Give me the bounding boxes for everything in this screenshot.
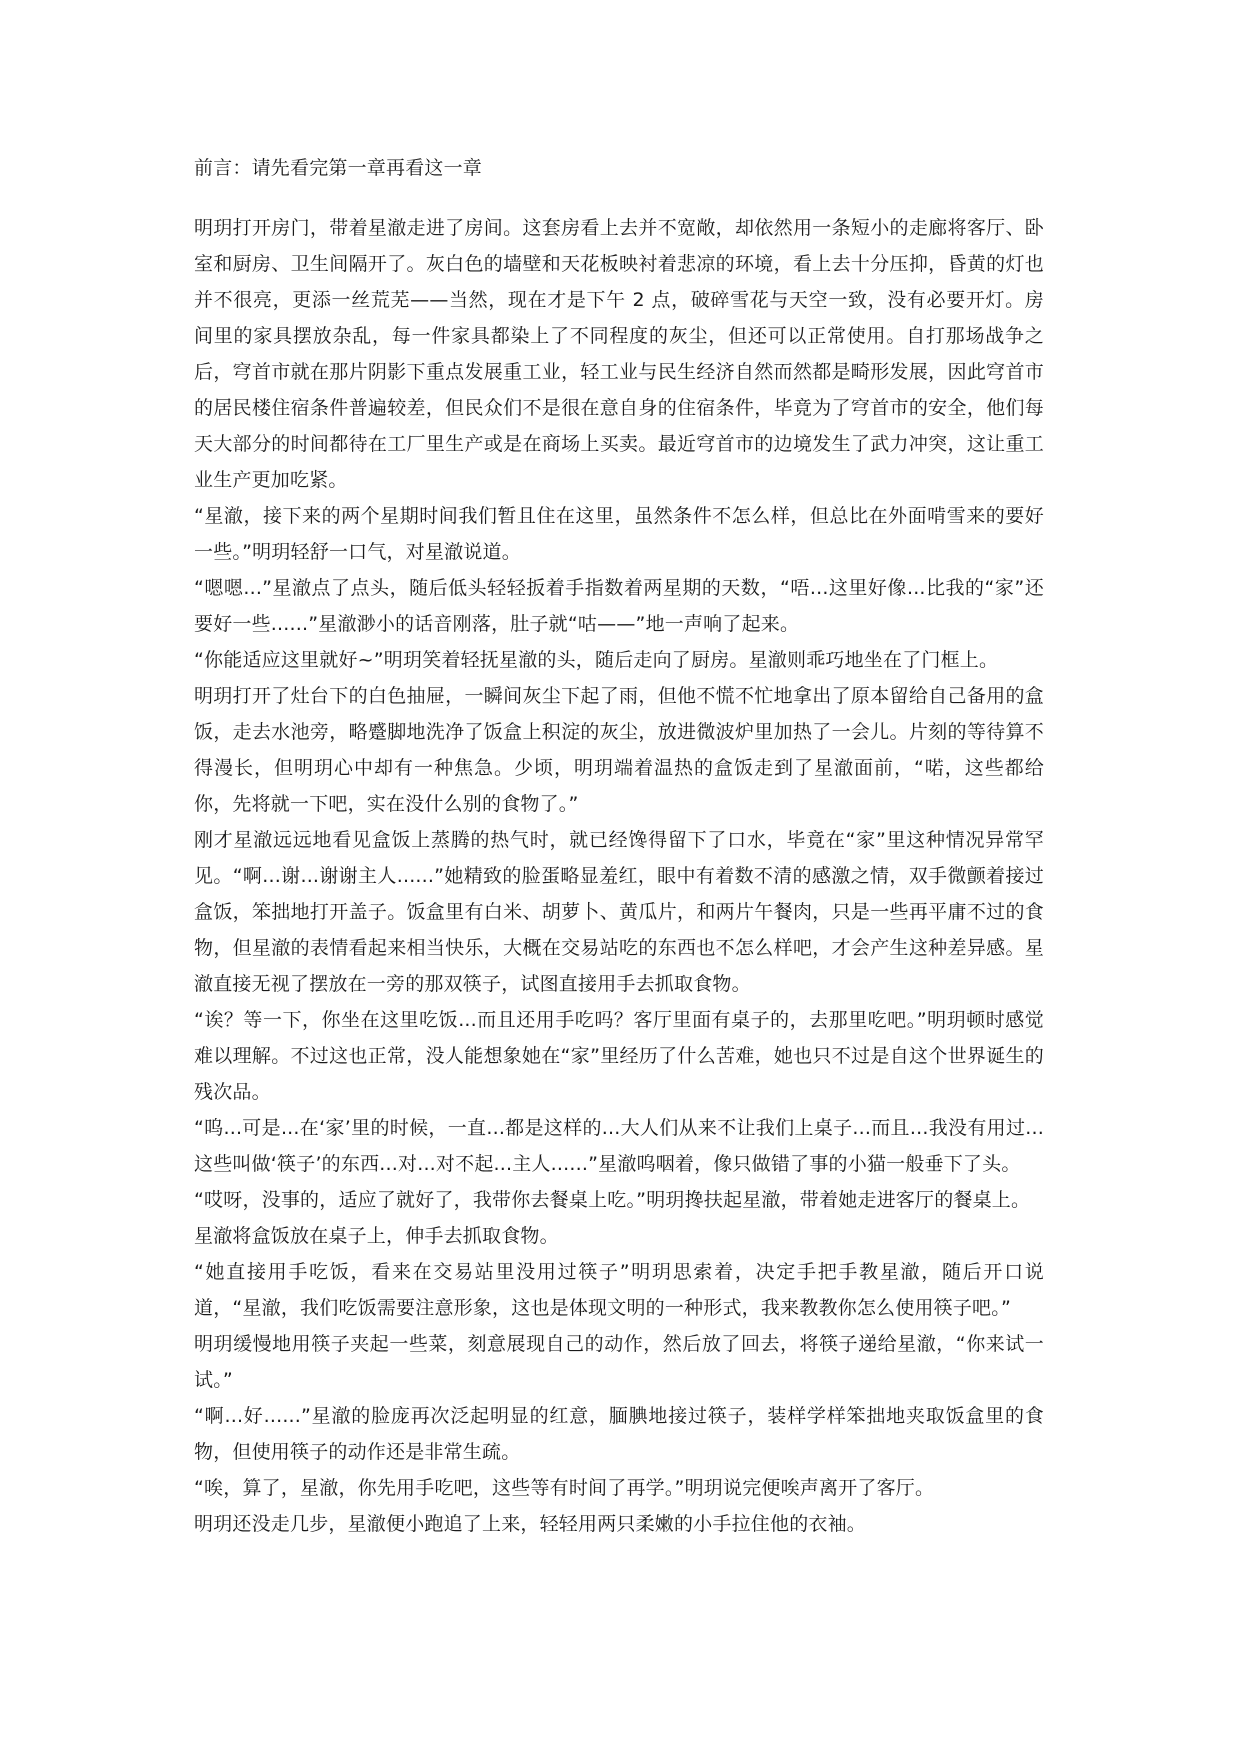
paragraph-15: 明玥还没走几步，星澈便小跑追了上来，轻轻用两只柔嫩的小手拉住他的衣袖。 — [194, 1513, 867, 1535]
paragraph-4: “你能适应这里就好~”明玥笑着轻抚星澈的头，随后走向了厨房。星澈则乖巧地坐在了门框上。 — [194, 649, 999, 671]
paragraph-12: 明玥缓慢地用筷子夹起一些菜，刻意展现自己的动作，然后放了回去，将筷子递给星澈，“你来试一试。” — [194, 1333, 1044, 1391]
paragraph-8: “呜...可是...在‘家’里的时候，一直...都是这样的...大人们从来不让我们上桌子...而且...我没有用过...这些叫做‘筷子’的东西...对...对不起...主人......”星澈呜咽着，像只做错了事的小猫一般垂下了头。 — [194, 1117, 1044, 1175]
paragraph-13: “啊...好......”星澈的脸庞再次泛起明显的红意，腼腆地接过筷子，装样学样笨拙地夹取饭盒里的食物，但使用筷子的动作还是非常生疏。 — [194, 1405, 1044, 1463]
paragraph-7: “诶？等一下，你坐在这里吃饭...而且还用手吃吗？客厅里面有桌子的，去那里吃吧。”明玥顿时感觉难以理解。不过这也正常，没人能想象她在“家”里经历了什么苦难，她也只不过是自这个世界诞生的残次品。 — [194, 1009, 1044, 1103]
paragraph-14: “唉，算了，星澈，你先用手吃吧，这些等有时间了再学。”明玥说完便唉声离开了客厅。 — [194, 1477, 935, 1499]
paragraph-11: “她直接用手吃饭，看来在交易站里没用过筷子”明玥思索着，决定手把手教星澈，随后开口说道，“星澈，我们吃饭需要注意形象，这也是体现文明的一种形式，我来教教你怎么使用筷子吧。” — [194, 1261, 1044, 1319]
paragraph-5: 明玥打开了灶台下的白色抽屉，一瞬间灰尘下起了雨，但他不慌不忙地拿出了原本留给自己备用的盒饭，走去水池旁，略蹙脚地洗净了饭盒上积淀的灰尘，放进微波炉里加热了一会儿。片刻的等待算不得漫长，但明玥心中却有一种焦急。少顷，明玥端着温热的盒饭走到了星澈面前，“喏，这些都给你，先将就一下吧，实在没什么别的食物了。” — [194, 685, 1044, 815]
paragraph-10: 星澈将盒饭放在桌子上，伸手去抓取食物。 — [194, 1225, 559, 1247]
paragraph-2: “星澈，接下来的两个星期时间我们暂且住在这里，虽然条件不怎么样，但总比在外面啃雪来的要好一些。”明玥轻舒一口气，对星澈说道。 — [194, 505, 1044, 563]
paragraph-1: 明玥打开房门，带着星澈走进了房间。这套房看上去并不宽敞，却依然用一条短小的走廊将客厅、卧室和厨房、卫生间隔开了。灰白色的墙壁和天花板映衬着悲凉的环境，看上去十分压抑，昏黄的灯也并不很亮，更添一丝荒芜——当然，现在才是下午 2 点，破碎雪花与天空一致，没有必要开灯。房间里的家具摆放杂乱，每一件家具都染上了不同程度的灰尘，但还可以正常使用。自打那场战争之后，穹首市就在那片阴影下重点发展重工业，轻工业与民生经济自然而然都是畸形发展，因此穹首市的居民楼住宿条件普遍较差，但民众们不是很在意自身的住宿条件，毕竟为了穹首市的安全，他们每天大部分的时间都待在工厂里生产或是在商场上买卖。最近穹首市的边境发生了武力冲突，这让重工业生产更加吃紧。 — [194, 217, 1044, 491]
document-page — [194, 150, 1044, 1542]
paragraph-6: 刚才星澈远远地看见盒饭上蒸腾的热气时，就已经馋得留下了口水，毕竟在“家”里这种情况异常罕见。“啊...谢...谢谢主人......”她精致的脸蛋略显羞红，眼中有着数不清的感激之情，双手微颤着接过盒饭，笨拙地打开盖子。饭盒里有白米、胡萝卜、黄瓜片，和两片午餐肉，只是一些再平庸不过的食物，但星澈的表情看起来相当快乐，大概在交易站吃的东西也不怎么样吧，才会产生这种差异感。星澈直接无视了摆放在一旁的那双筷子，试图直接用手去抓取食物。 — [194, 829, 1044, 995]
paragraph-9: “哎呀，没事的，适应了就好了，我带你去餐桌上吃。”明玥搀扶起星澈，带着她走进客厅的餐桌上。 — [194, 1189, 1031, 1211]
preface-line: 前言：请先看完第一章再看这一章 — [194, 157, 483, 179]
paragraph-3: “嗯嗯...”星澈点了点头，随后低头轻轻扳着手指数着两星期的天数，“唔...这里好像...比我的“家”还要好一些......”星澈渺小的话音刚落，肚子就“咕——”地一声响了起来。 — [194, 577, 1044, 635]
